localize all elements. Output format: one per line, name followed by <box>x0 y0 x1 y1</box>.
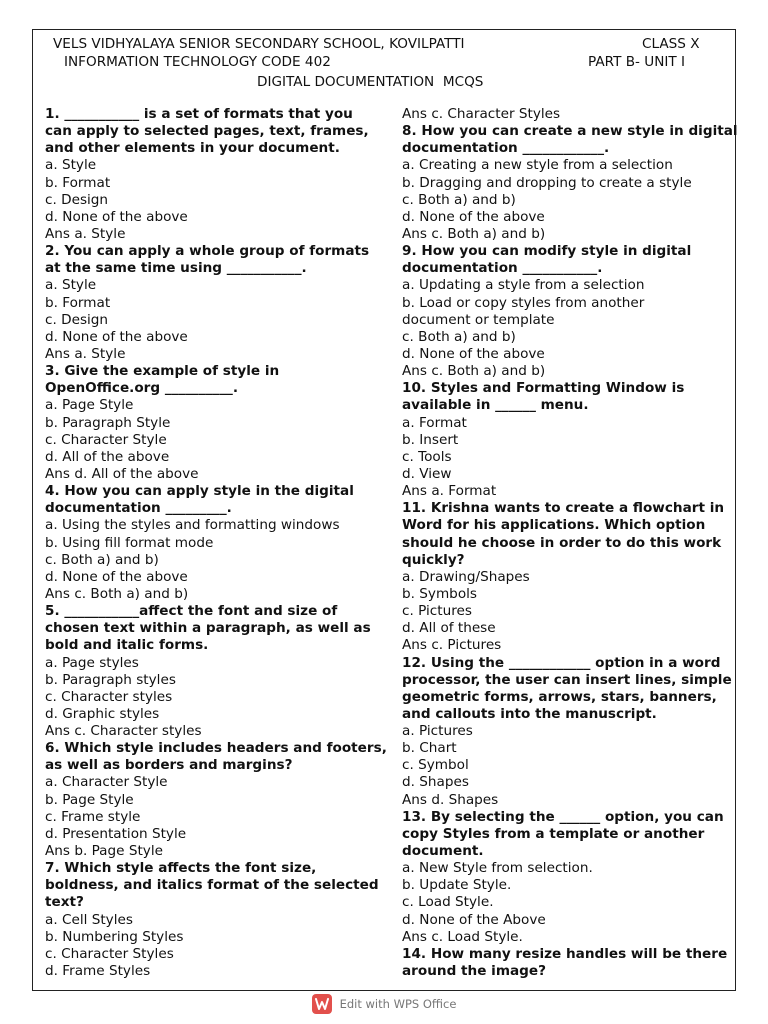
question-line: processor, the user can insert lines, simple <box>402 671 732 688</box>
option-line: d. None of the above <box>45 568 188 585</box>
option-line: c. Both a) and b) <box>402 191 516 208</box>
option-line: d. Graphic styles <box>45 705 160 722</box>
question-line: text? <box>45 894 84 911</box>
answer-line: Ans c. Both a) and b) <box>402 225 546 242</box>
option-line: d. All of the above <box>45 448 170 465</box>
question-line: bold and italic forms. <box>45 637 209 654</box>
option-line: a. Format <box>402 414 467 431</box>
question-line: document. <box>402 843 484 860</box>
option-line: a. Page Style <box>45 397 134 414</box>
option-line: b. Chart <box>402 740 457 757</box>
option-line: b. Numbering Styles <box>45 928 184 945</box>
option-line: a. Drawing/Shapes <box>402 568 530 585</box>
option-line: c. Design <box>45 311 109 328</box>
question-line: should he choose in order to do this work <box>402 534 722 551</box>
option-line: document or template <box>402 311 555 328</box>
question-line: 13. By selecting the ______ option, you can <box>402 808 724 825</box>
option-line: c. Tools <box>402 448 452 465</box>
question-line: and other elements in your document. <box>45 140 340 157</box>
option-line: b. Symbols <box>402 585 477 602</box>
option-line: b. Load or copy styles from another <box>402 294 645 311</box>
answer-line: Ans c. Character Styles <box>402 106 561 122</box>
option-line: d. Presentation Style <box>45 825 187 842</box>
question-line: documentation _________. <box>45 500 232 517</box>
answer-line: Ans c. Pictures <box>402 637 502 654</box>
question-line: OpenOffice.org __________. <box>45 380 238 397</box>
answer-line: Ans c. Both a) and b) <box>45 585 189 602</box>
wps-footer[interactable] <box>0 992 768 1016</box>
answer-line: Ans c. Both a) and b) <box>402 363 546 380</box>
option-line: d. None of the above <box>402 345 545 362</box>
right-column <box>402 106 738 980</box>
part-label: PART B- UNIT I <box>588 54 686 70</box>
question-line: 4. How you can apply style in the digital <box>45 483 354 500</box>
option-line: c. Character styles <box>45 688 173 705</box>
question-line: 11. Krishna wants to create a flowchart in <box>402 500 725 517</box>
option-line: a. Creating a new style from a selection <box>402 157 673 174</box>
option-line: d. All of these <box>402 620 496 637</box>
option-line: b. Page Style <box>45 791 134 808</box>
question-line: at the same time using ___________. <box>45 260 307 277</box>
question-line: Word for his applications. Which option <box>402 517 706 534</box>
answer-line: Ans d. Shapes <box>402 791 499 808</box>
question-line: 12. Using the ____________ option in a word <box>402 654 721 671</box>
option-line: b. Dragging and dropping to create a style <box>402 174 692 191</box>
wps-footer-text: Edit with WPS Office <box>339 997 457 1011</box>
option-line: a. Style <box>45 157 97 174</box>
question-line: boldness, and italics format of the selected <box>45 877 379 894</box>
question-line: 1. ___________ is a set of formats that you <box>45 106 353 122</box>
question-line: documentation ____________. <box>402 140 610 157</box>
option-line: b. Format <box>45 174 111 191</box>
option-line: b. Paragraph Style <box>45 414 171 431</box>
option-line: c. Pictures <box>402 603 472 620</box>
answer-line: Ans b. Page Style <box>45 843 163 860</box>
answer-line: Ans c. Character styles <box>45 723 202 740</box>
question-line: 9. How you can modify style in digital <box>402 243 692 260</box>
option-line: a. Pictures <box>402 723 473 740</box>
option-line: c. Both a) and b) <box>402 328 516 345</box>
option-line: a. Updating a style from a selection <box>402 277 645 294</box>
question-line: 5. ___________affect the font and size of <box>45 603 338 620</box>
option-line: d. None of the above <box>45 208 188 225</box>
question-line: 6. Which style includes headers and footers, <box>45 740 387 757</box>
wps-office-icon <box>312 994 332 1014</box>
school-name: VELS VIDHYALAYA SENIOR SECONDARY SCHOOL, KOVILPATTI <box>53 36 465 52</box>
subject-code: INFORMATION TECHNOLOGY CODE 402 <box>64 54 331 70</box>
option-line: a. Using the styles and formatting windows <box>45 517 340 534</box>
question-line: 10. Styles and Formatting Window is <box>402 380 685 397</box>
option-line: d. Shapes <box>402 774 469 791</box>
option-line: d. None of the above <box>402 208 545 225</box>
option-line: b. Using fill format mode <box>45 534 214 551</box>
question-line: 2. You can apply a whole group of formats <box>45 243 370 260</box>
question-line: copy Styles from a template or another <box>402 825 705 842</box>
question-line: documentation ___________. <box>402 260 603 277</box>
option-line: c. Design <box>45 191 109 208</box>
answer-line: Ans a. Style <box>45 225 126 242</box>
option-line: c. Symbol <box>402 757 469 774</box>
document-title: DIGITAL DOCUMENTATION MCQS <box>257 74 484 90</box>
option-line: a. Cell Styles <box>45 911 133 928</box>
question-line: available in ______ menu. <box>402 397 589 414</box>
question-line: 14. How many resize handles will be there <box>402 945 728 962</box>
question-line: and callouts into the manuscript. <box>402 705 657 722</box>
answer-line: Ans c. Load Style. <box>402 928 523 945</box>
answer-line: Ans d. All of the above <box>45 465 199 482</box>
question-line: can apply to selected pages, text, frames, <box>45 123 369 140</box>
question-line: geometric forms, arrows, stars, banners, <box>402 688 717 705</box>
option-line: a. New Style from selection. <box>402 860 593 877</box>
option-line: c. Character Styles <box>45 945 174 962</box>
question-line: quickly? <box>402 551 465 568</box>
option-line: d. None of the above <box>45 328 188 345</box>
option-line: d. Frame Styles <box>45 963 151 980</box>
question-line: 3. Give the example of style in <box>45 363 280 380</box>
option-line: b. Update Style. <box>402 877 512 894</box>
answer-line: Ans a. Format <box>402 483 497 500</box>
option-line: d. None of the Above <box>402 911 546 928</box>
option-line: b. Paragraph styles <box>45 671 176 688</box>
option-line: a. Style <box>45 277 97 294</box>
option-line: c. Both a) and b) <box>45 551 159 568</box>
option-line: a. Page styles <box>45 654 139 671</box>
question-line: as well as borders and margins? <box>45 757 293 774</box>
option-line: b. Insert <box>402 431 459 448</box>
question-line: 8. How you can create a new style in digital <box>402 123 738 140</box>
option-line: c. Character Style <box>45 431 167 448</box>
answer-line: Ans a. Style <box>45 345 126 362</box>
question-line: chosen text within a paragraph, as well as <box>45 620 371 637</box>
left-column <box>45 106 387 980</box>
option-line: b. Format <box>45 294 111 311</box>
class-label: CLASS X <box>642 36 700 52</box>
option-line: a. Character Style <box>45 774 168 791</box>
option-line: d. View <box>402 465 452 482</box>
option-line: c. Frame style <box>45 808 141 825</box>
question-line: around the image? <box>402 963 546 980</box>
option-line: c. Load Style. <box>402 894 494 911</box>
question-line: 7. Which style affects the font size, <box>45 860 317 877</box>
